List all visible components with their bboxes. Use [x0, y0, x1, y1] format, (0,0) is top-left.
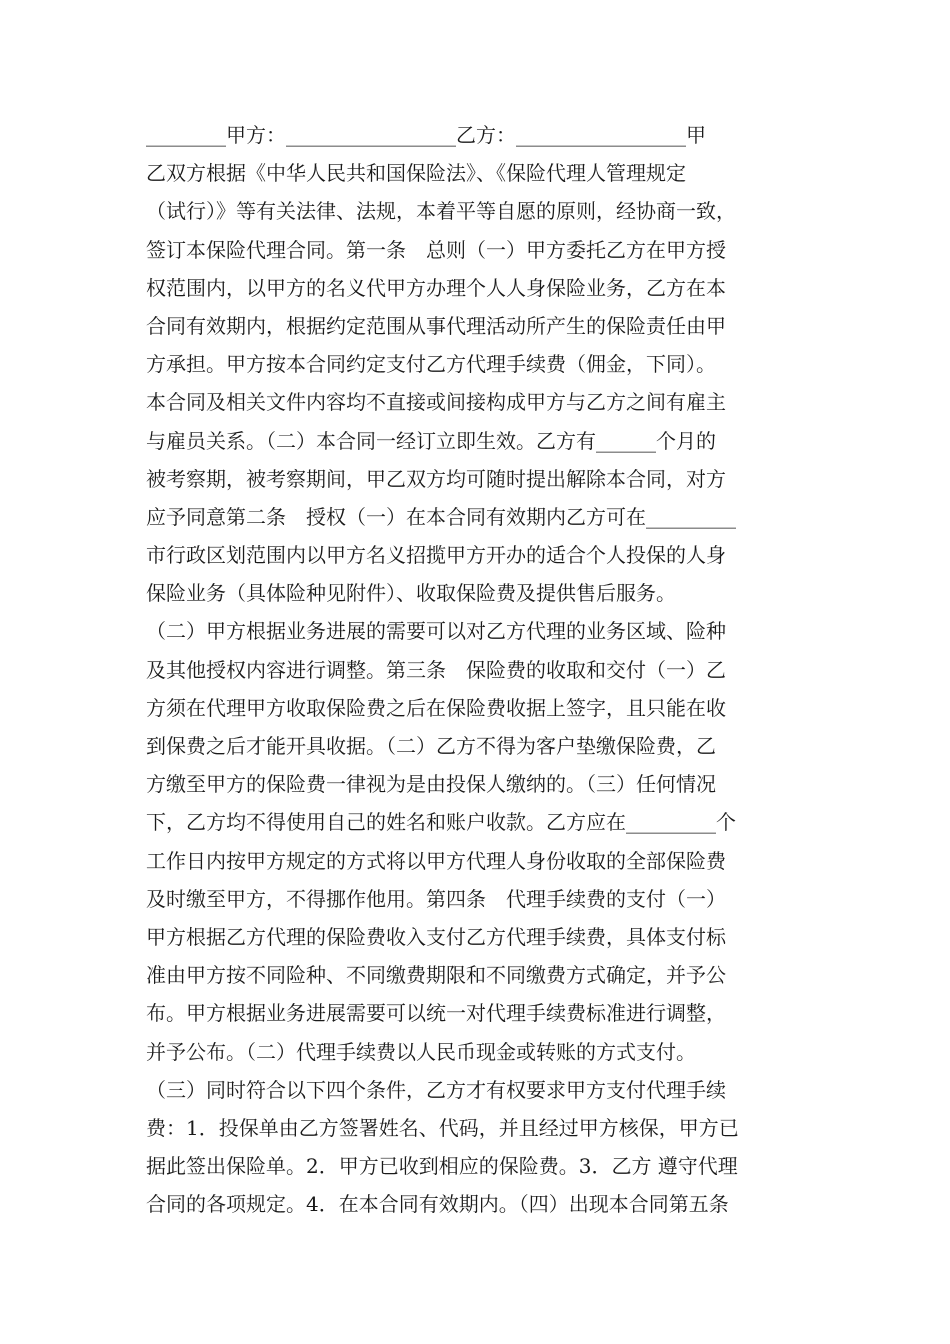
text-line: 费：1．投保单由乙方签署姓名、代码，并且经过甲方核保，甲方已 — [146, 1115, 739, 1140]
text-line: 据此签出保险单。2．甲方已收到相应的保险费。3．乙方 遵守代理 — [146, 1154, 738, 1179]
text-line: ________甲方：_________________乙方：_________________甲 — [146, 123, 706, 147]
text-line: 工作日内按甲方规定的方式将以甲方代理人身份收取的全部保险费 — [146, 848, 726, 873]
text-line: 签订本保险代理合同。第一条 总则（一）甲方委托乙方在甲方授 — [146, 237, 726, 262]
text-line: 应予同意第二条 授权（一）在本合同有效期内乙方可在_________ — [146, 504, 736, 529]
contract-body-text — [146, 116, 846, 1223]
text-line: 及其他授权内容进行调整。第三条 保险费的收取和交付（一）乙 — [146, 657, 726, 682]
text-line: 方须在代理甲方收取保险费之后在保险费收据上签字，且只能在收 — [146, 695, 726, 720]
text-line: 方缴至甲方的保险费一律视为是由投保人缴纳的。（三）任何情况 — [146, 772, 716, 797]
text-line: 保险业务（具体险种见附件）、收取保险费及提供售后服务。 — [146, 581, 676, 606]
text-line: 并予公布。（二）代理手续费以人民币现金或转账的方式支付。 — [146, 1039, 696, 1064]
text-line: 方承担。甲方按本合同约定支付乙方代理手续费（佣金，下同）。 — [146, 352, 716, 377]
text-line: 下，乙方均不得使用自己的姓名和账户收款。乙方应在_________个 — [146, 810, 736, 835]
text-line: 合同的各项规定。4．在本合同有效期内。（四）出现本合同第五条 — [146, 1192, 729, 1217]
text-line: 合同有效期内，根据约定范围从事代理活动所产生的保险责任由甲 — [146, 313, 726, 338]
text-line: 市行政区划范围内以甲方名义招揽甲方开办的适合个人投保的人身 — [146, 543, 726, 568]
text-line: 被考察期，被考察期间，甲乙双方均可随时提出解除本合同，对方 — [146, 466, 726, 491]
text-line: （试行）》等有关法律、法规，本着平等自愿的原则，经协商一致， — [146, 199, 736, 224]
text-line: （三）同时符合以下四个条件，乙方才有权要求甲方支付代理手续 — [146, 1077, 726, 1102]
text-line: 权范围内，以甲方的名义代甲方办理个人人身保险业务，乙方在本 — [146, 275, 726, 300]
text-line: 及时缴至甲方，不得挪作他用。第四条 代理手续费的支付（一） — [146, 886, 726, 911]
text-line: 准由甲方按不同险种、不同缴费期限和不同缴费方式确定，并予公 — [146, 963, 726, 988]
text-line: （二）甲方根据业务进展的需要可以对乙方代理的业务区域、险种 — [146, 619, 726, 644]
text-line: 与雇员关系。（二）本合同一经订立即生效。乙方有______个月的 — [146, 428, 716, 453]
text-line: 到保费之后才能开具收据。（二）乙方不得为客户垫缴保险费，乙 — [146, 734, 716, 758]
text-line: 甲方根据乙方代理的保险费收入支付乙方代理手续费，具体支付标 — [146, 924, 726, 949]
text-line: 乙双方根据《中华人民共和国保险法》、《保险代理人管理规定 — [146, 161, 686, 186]
text-line: 本合同及相关文件内容均不直接或间接构成甲方与乙方之间有雇主 — [146, 390, 726, 415]
text-line: 布。甲方根据业务进展需要可以统一对代理手续费标准进行调整， — [146, 1001, 726, 1026]
